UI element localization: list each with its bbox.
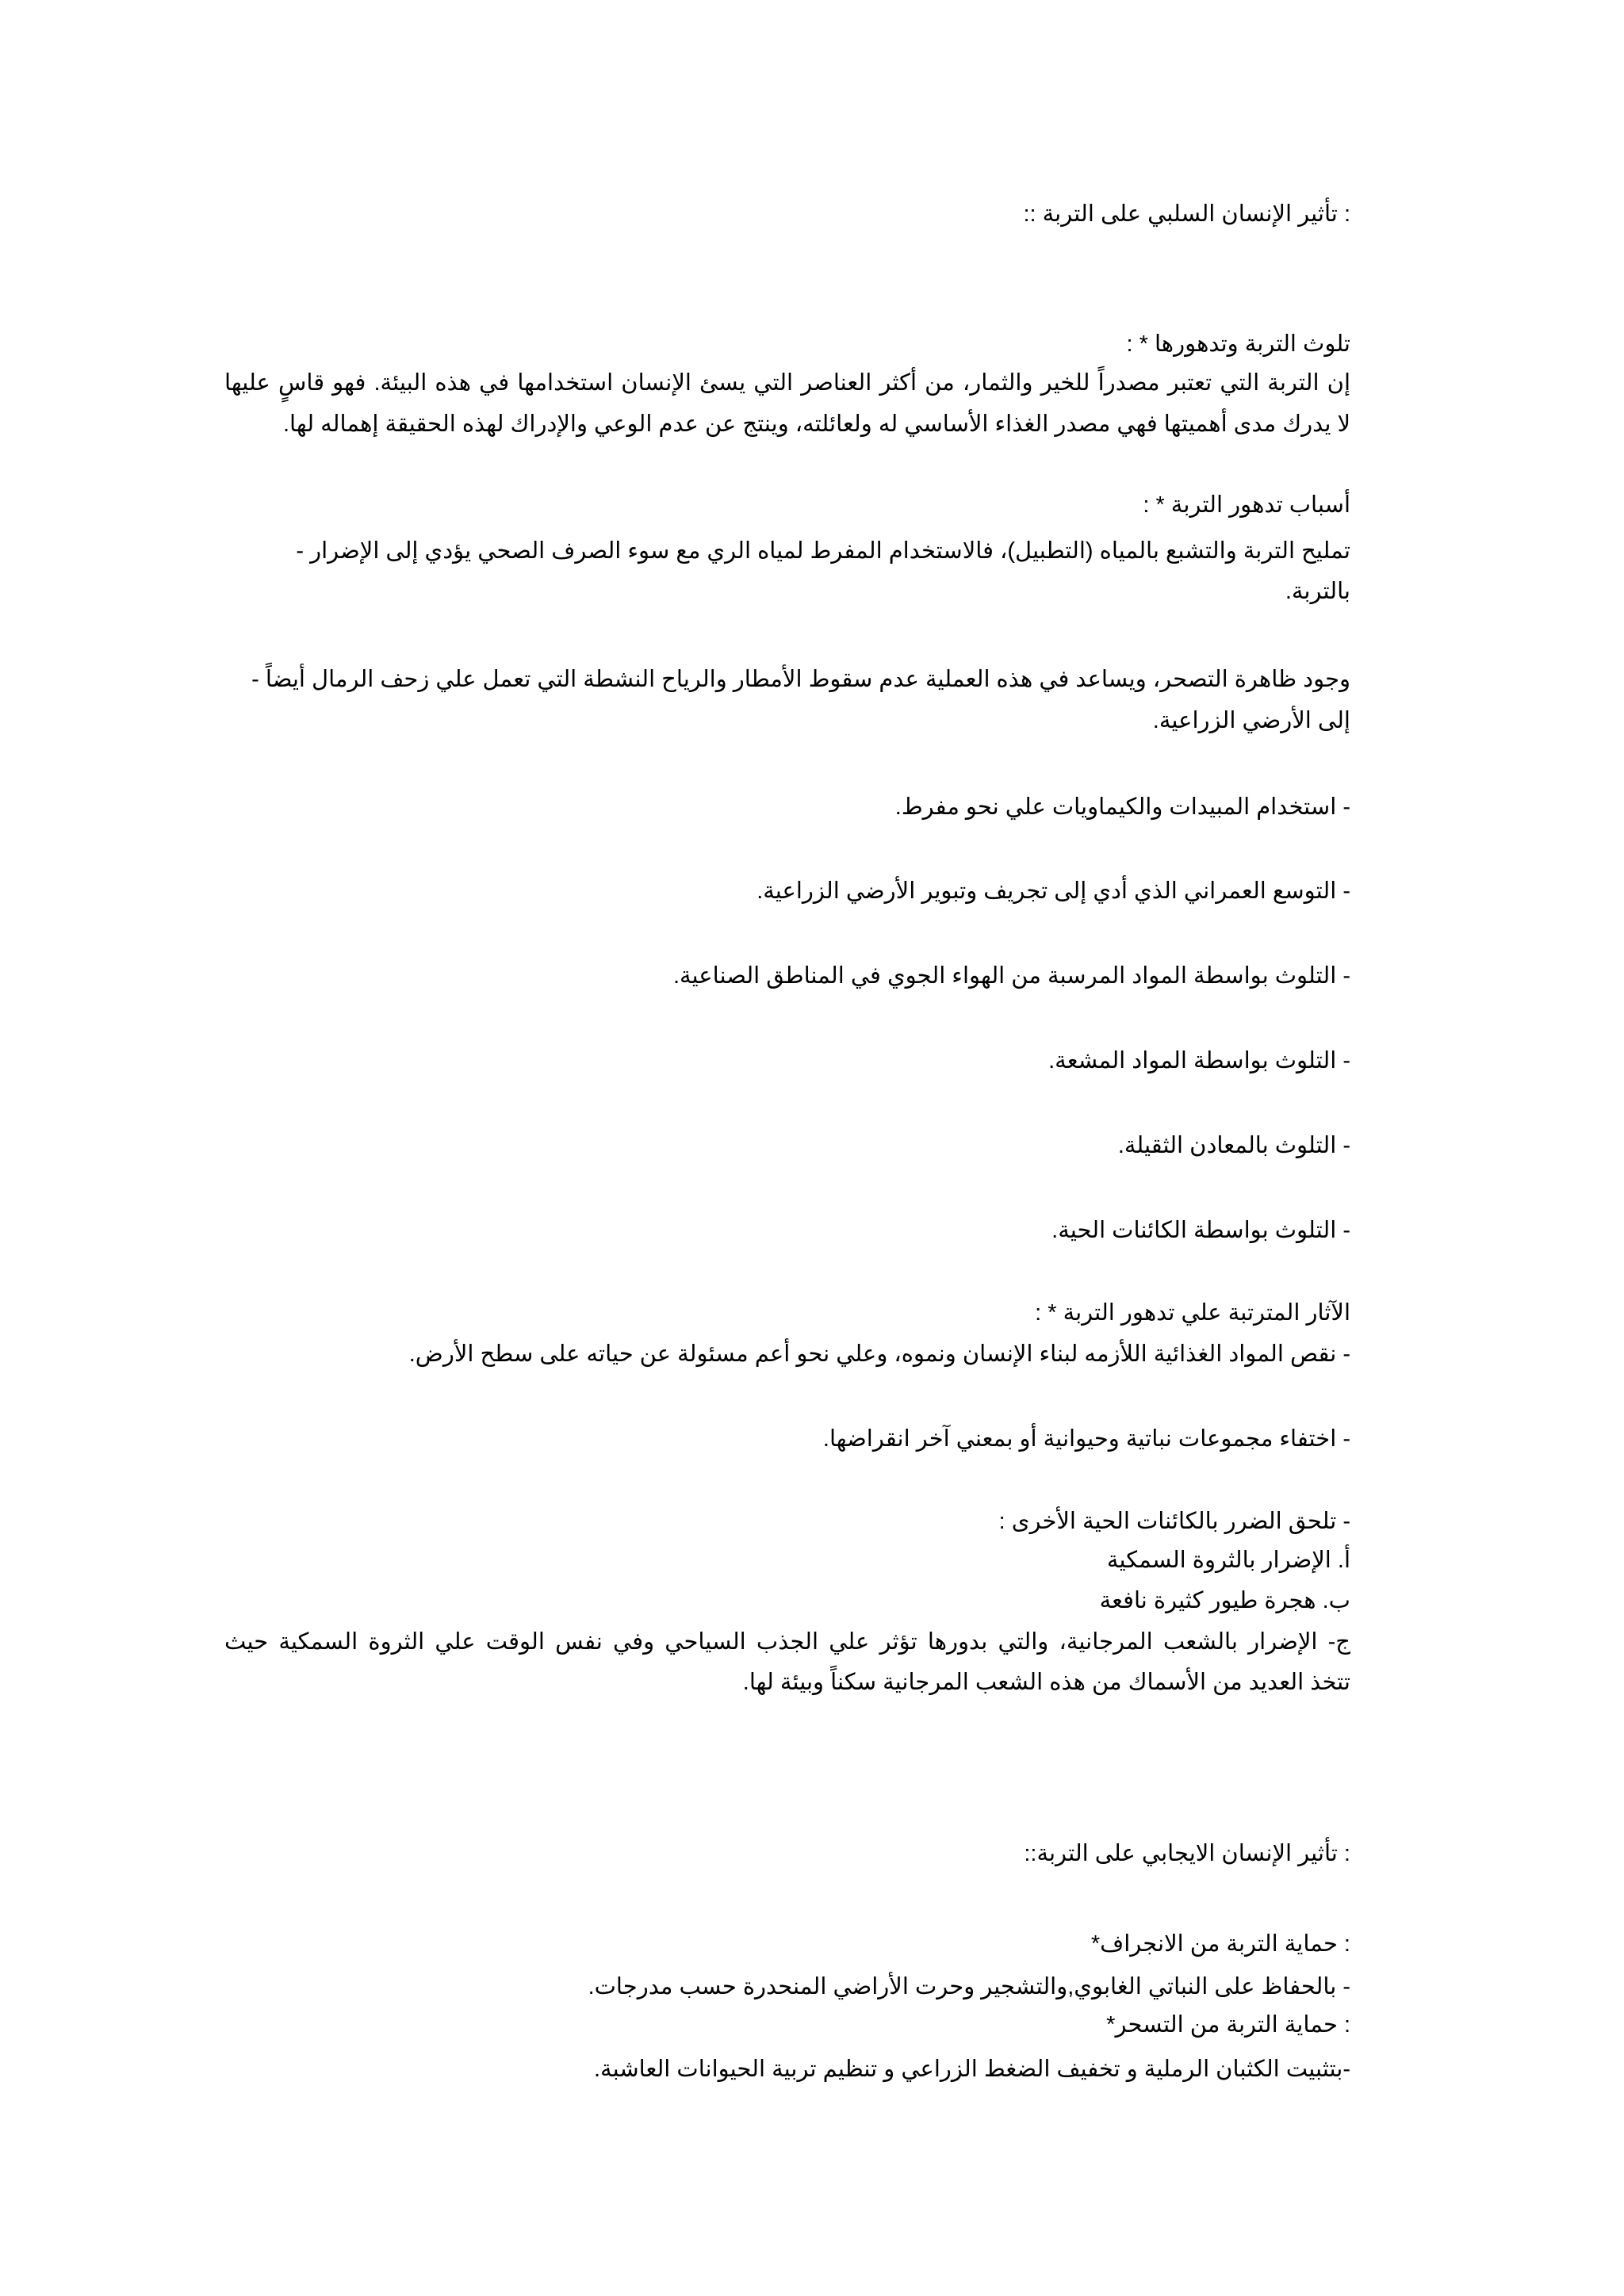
list-item-continuation: بالتربة. <box>1285 579 1350 604</box>
subheading-degradation-effects: الآثار المترتبة علي تدهور التربة * : <box>1035 1300 1350 1326</box>
list-item: - التوسع العمراني الذي أدي إلى تجريف وتبوير الأرضي الزراعية. <box>756 878 1350 904</box>
list-item: - نقص المواد الغذائية اللأزمه لبناء الإنسان ونموه، وعلي نحو أعم مسئولة عن حياته على سطح الأرض. <box>408 1341 1350 1367</box>
subheading-soil-pollution: تلوث التربة وتدهورها * : <box>1126 331 1350 357</box>
subheading-desertification-protection: : حماية التربة من التسحر* <box>1106 2012 1350 2038</box>
list-item: - اختفاء مجموعات نباتية وحيوانية أو بمعني آخر انقراضها. <box>822 1426 1350 1452</box>
sub-list-item-continuation: تتخذ العديد من الأسماك من هذه الشعب المرجانية سكناً وبيئة لها. <box>742 1670 1350 1695</box>
sub-list-item: ب. هجرة طيور كثيرة نافعة <box>1099 1588 1350 1613</box>
sub-list-item: ج- الإضرار بالشعب المرجانية، والتي بدورها تؤثر علي الجذب السياحي وفي نفس الوقت علي الثروة السمكية حيث <box>224 1629 1350 1655</box>
list-item: - التلوث بواسطة المواد المرسبة من الهواء الجوي في المناطق الصناعية. <box>672 963 1350 989</box>
list-item: وجود ظاهرة التصحر، ويساعد في هذه العملية عدم سقوط الأمطار والرياح النشطة التي تعمل علي زحف الرمال أيضاً - <box>251 667 1350 692</box>
list-item: - استخدام المبيدات والكيماويات علي نحو مفرط. <box>894 794 1350 820</box>
list-item: تمليح التربة والتشبع بالمياه (التطبيل)، فالاستخدام المفرط لمياه الري مع سوء الصرف الصحي يؤدي إلى الإضرار - <box>296 538 1350 564</box>
list-item-continuation: إلى الأرضي الزراعية. <box>1152 708 1350 733</box>
list-item: - بالحفاظ على النباتي الغابوي,والتشجير وحرت الأراضي المنحدرة حسب مدرجات. <box>588 1974 1350 1999</box>
heading-negative-impact: : تأثير الإنسان السلبي على التربة :: <box>1023 201 1350 227</box>
paragraph-line: إن التربة التي تعتبر مصدراً للخير والثمار، من أكثر العناصر التي يسئ الإنسان استخدامها في هذه البيئة. فهو قاسٍ عليها <box>224 370 1350 396</box>
heading-positive-impact: : تأثير الإنسان الايجابي على التربة:: <box>1024 1841 1350 1866</box>
paragraph-line: لا يدرك مدى أهميتها فهي مصدر الغذاء الأساسي له ولعائلته، وينتج عن عدم الوعي والإدراك لهذه الحقيقة إهماله لها. <box>282 411 1350 437</box>
list-item: - التلوث بالمعادن الثقيلة. <box>1117 1133 1350 1158</box>
sub-list-item: أ. الإضرار بالثروة السمكية <box>1106 1548 1350 1573</box>
subheading-degradation-causes: أسباب تدهور التربة * : <box>1143 492 1350 518</box>
subheading-erosion-protection: : حماية التربة من الانجراف* <box>1090 1931 1350 1957</box>
list-item: - التلوث بواسطة المواد المشعة. <box>1048 1048 1350 1073</box>
list-item: - التلوث بواسطة الكائنات الحية. <box>1051 1218 1350 1243</box>
list-item: -بتثبيت الكثبان الرملية و تخفيف الضغط الزراعي و تنظيم تربية الحيوانات العاشبة. <box>593 2057 1350 2082</box>
list-item: - تلحق الضرر بالكائنات الحية الأخرى : <box>998 1509 1350 1534</box>
